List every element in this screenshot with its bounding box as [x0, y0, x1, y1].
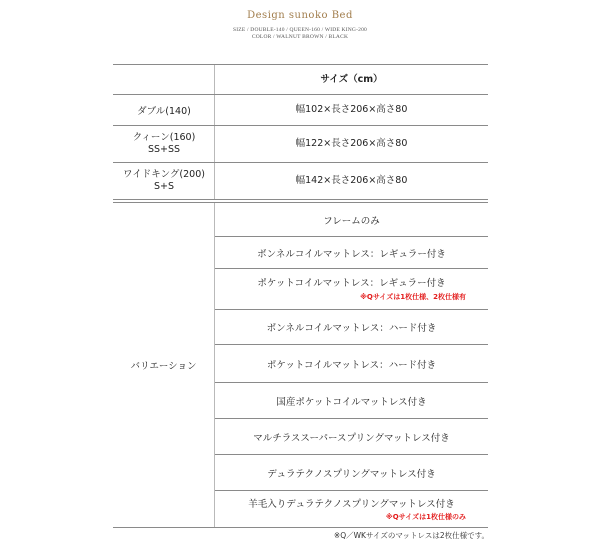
- variation-text: デュラテクノスプリングマットレス付き: [267, 468, 436, 480]
- color-list: COLOR / WALNUT BROWN / BLACK: [251, 34, 349, 40]
- brand-title: Design sunoko Bed: [247, 10, 353, 21]
- size-header-row: [113, 65, 488, 94]
- variation-item: [215, 203, 488, 236]
- variation-text: ボンネルコイルマットレス：レギュラー付き: [257, 248, 446, 260]
- variation-text: フレームのみ: [323, 215, 380, 227]
- variation-text: ポケットコイルマットレス：レギュラー付き: [257, 278, 446, 289]
- variation-item: [215, 269, 488, 309]
- variation-item: [215, 491, 488, 527]
- variation-item: [215, 383, 488, 418]
- size-composition: S+S: [153, 181, 175, 192]
- size-name: ワイドキング(200): [123, 169, 205, 180]
- rule: [113, 527, 488, 528]
- size-name: ダブル(140): [137, 106, 191, 117]
- size-name: クィーン(160): [132, 132, 196, 143]
- size-value: 幅102×長さ206×高さ80: [295, 104, 408, 115]
- footnote: ※Q／WKサイズのマットレスは2枚仕様です。: [333, 531, 489, 540]
- variation-item: [215, 455, 488, 490]
- variation-label: バリエーション: [130, 361, 197, 372]
- variation-text: マルチラススーパースプリングマットレス付き: [253, 432, 450, 444]
- variation-note: ※Qサイズは1枚仕様のみ: [385, 513, 466, 521]
- size-value: 幅142×長さ206×高さ80: [295, 175, 408, 186]
- variation-item: [215, 345, 488, 382]
- variation-text: ポケットコイルマットレス：ハード付き: [266, 359, 437, 371]
- variation-text: 国産ポケットコイルマットレス付き: [276, 396, 427, 408]
- page-header: [0, 10, 600, 41]
- size-header: サイズ（cm）: [320, 73, 383, 85]
- size-composition: SS+SS: [147, 144, 181, 155]
- variation-item: [215, 237, 488, 268]
- variation-item: [215, 310, 488, 344]
- rule: [113, 199, 488, 200]
- variation-item: [215, 419, 488, 454]
- size-value: 幅122×長さ206×高さ80: [295, 138, 408, 149]
- variation-text: 羊毛入りデュラテクノスプリングマットレス付き: [248, 499, 455, 510]
- variation-text: ボンネルコイルマットレス：ハード付き: [266, 323, 437, 334]
- variation-note: ※Qサイズは1枚仕様、2枚仕様有: [360, 293, 466, 301]
- size-list: SIZE / DOUBLE-140 / QUEEN-160 / WIDE KING-200: [232, 27, 367, 33]
- variation-label-cell: [113, 203, 214, 527]
